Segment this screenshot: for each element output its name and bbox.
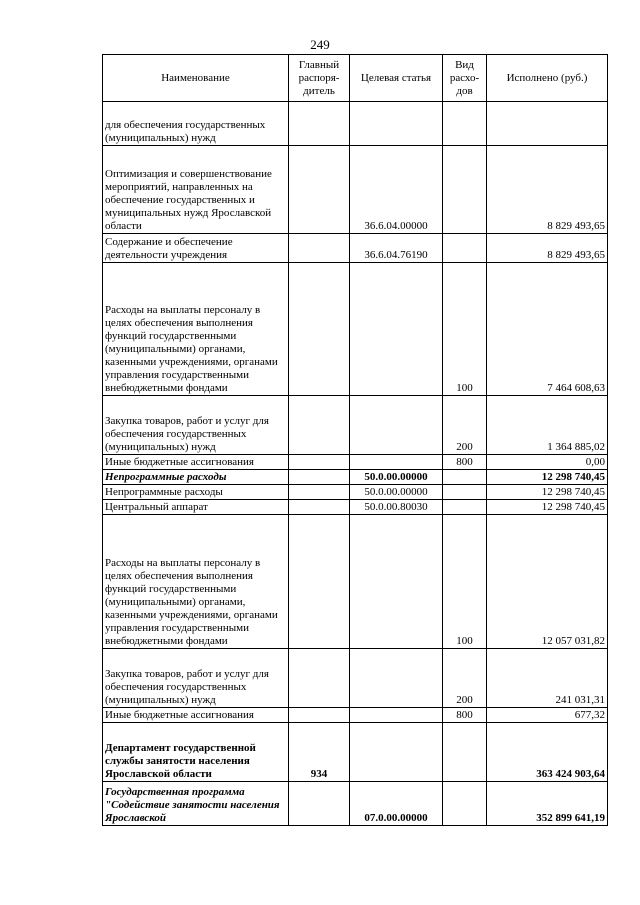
row-amount-cell: 352 899 641,19 [487, 782, 608, 826]
row-type-cell: 100 [443, 515, 487, 649]
row-target-cell [350, 723, 443, 782]
row-manager-cell [289, 515, 350, 649]
table-row [103, 234, 608, 263]
row-manager-cell [289, 500, 350, 515]
table-row [103, 500, 608, 515]
row-type-cell: 200 [443, 649, 487, 708]
row-type-cell [443, 470, 487, 485]
row-type-cell: 200 [443, 396, 487, 455]
table-row [103, 146, 608, 234]
table-row [103, 263, 608, 396]
table-row [103, 470, 608, 485]
page-number: 249 [310, 37, 330, 52]
row-target-cell: 36.6.04.00000 [350, 146, 443, 234]
table-row [103, 102, 608, 146]
row-target-cell [350, 455, 443, 470]
row-target-cell [350, 263, 443, 396]
row-type-cell [443, 723, 487, 782]
row-manager-cell [289, 782, 350, 826]
row-target-cell: 07.0.00.00000 [350, 782, 443, 826]
row-target-cell: 50.0.00.80030 [350, 500, 443, 515]
row-type-cell [443, 102, 487, 146]
row-type-cell [443, 500, 487, 515]
row-target-cell [350, 649, 443, 708]
row-type-cell [443, 234, 487, 263]
row-target-cell: 50.0.00.00000 [350, 485, 443, 500]
row-amount-cell: 8 829 493,65 [487, 146, 608, 234]
row-manager-cell [289, 396, 350, 455]
row-amount-cell: 0,00 [487, 455, 608, 470]
row-manager-cell [289, 102, 350, 146]
row-name-cell: Содержание и обеспечение деятельности учреждения [103, 234, 289, 263]
row-amount-cell: 12 298 740,45 [487, 500, 608, 515]
row-target-cell: 50.0.00.00000 [350, 470, 443, 485]
row-type-cell [443, 146, 487, 234]
row-amount-cell: 7 464 608,63 [487, 263, 608, 396]
table-row [103, 485, 608, 500]
row-amount-cell: 677,32 [487, 708, 608, 723]
row-name-cell: Иные бюджетные ассигнования [103, 708, 289, 723]
row-type-cell: 100 [443, 263, 487, 396]
row-target-cell [350, 102, 443, 146]
header-chief-manager: Главный распоря-дитель [289, 55, 350, 102]
row-name-cell: Расходы на выплаты персоналу в целях обеспечения выполнения функций государственными (муниципальными) органами, казенными учреждениями, органами управления государственными внебюджетными фондами [103, 263, 289, 396]
header-executed: Исполнено (руб.) [487, 55, 608, 102]
table-row [103, 723, 608, 782]
row-name-cell: Закупка товаров, работ и услуг для обеспечения государственных (муниципальных) нужд [103, 396, 289, 455]
row-manager-cell [289, 263, 350, 396]
header-target-item: Целевая статья [350, 55, 443, 102]
table-row [103, 649, 608, 708]
row-manager-cell [289, 708, 350, 723]
table-body [103, 102, 608, 826]
table-row [103, 396, 608, 455]
table-row [103, 708, 608, 723]
row-type-cell: 800 [443, 708, 487, 723]
row-manager-cell [289, 649, 350, 708]
row-target-cell [350, 708, 443, 723]
row-name-cell: Непрограммные расходы [103, 485, 289, 500]
row-target-cell [350, 515, 443, 649]
row-amount-cell: 8 829 493,65 [487, 234, 608, 263]
row-target-cell [350, 396, 443, 455]
row-manager-cell [289, 485, 350, 500]
row-name-cell: Центральный аппарат [103, 500, 289, 515]
row-name-cell: для обеспечения государственных (муниципальных) нужд [103, 102, 289, 146]
row-name-cell: Иные бюджетные ассигнования [103, 455, 289, 470]
row-type-cell [443, 485, 487, 500]
row-type-cell [443, 782, 487, 826]
table-header-row [103, 55, 608, 102]
row-name-cell: Закупка товаров, работ и услуг для обеспечения государственных (муниципальных) нужд [103, 649, 289, 708]
row-name-cell: Государственная программа "Содействие занятости населения Ярославской [103, 782, 289, 826]
row-manager-cell [289, 234, 350, 263]
header-name: Наименование [103, 55, 289, 102]
table-row [103, 782, 608, 826]
row-name-cell: Расходы на выплаты персоналу в целях обеспечения выполнения функций государственными (муниципальными) органами, казенными учреждениями, органами управления государственными внебюджетными фондами [103, 515, 289, 649]
row-manager-cell [289, 455, 350, 470]
row-manager-cell [289, 146, 350, 234]
row-amount-cell: 12 057 031,82 [487, 515, 608, 649]
table-row [103, 455, 608, 470]
row-type-cell: 800 [443, 455, 487, 470]
row-name-cell: Департамент государственной службы занятости населения Ярославской области [103, 723, 289, 782]
row-amount-cell: 241 031,31 [487, 649, 608, 708]
row-target-cell: 36.6.04.76190 [350, 234, 443, 263]
row-amount-cell: 12 298 740,45 [487, 470, 608, 485]
row-manager-cell [289, 470, 350, 485]
budget-table [102, 54, 608, 826]
table-row [103, 515, 608, 649]
row-name-cell: Непрограммные расходы [103, 470, 289, 485]
row-name-cell: Оптимизация и совершенствование мероприятий, направленных на обеспечение государственных и муниципальных нужд Ярославской области [103, 146, 289, 234]
row-manager-cell: 934 [289, 723, 350, 782]
row-amount-cell [487, 102, 608, 146]
row-amount-cell: 12 298 740,45 [487, 485, 608, 500]
header-expense-type: Вид расхо-дов [443, 55, 487, 102]
row-amount-cell: 363 424 903,64 [487, 723, 608, 782]
row-amount-cell: 1 364 885,02 [487, 396, 608, 455]
